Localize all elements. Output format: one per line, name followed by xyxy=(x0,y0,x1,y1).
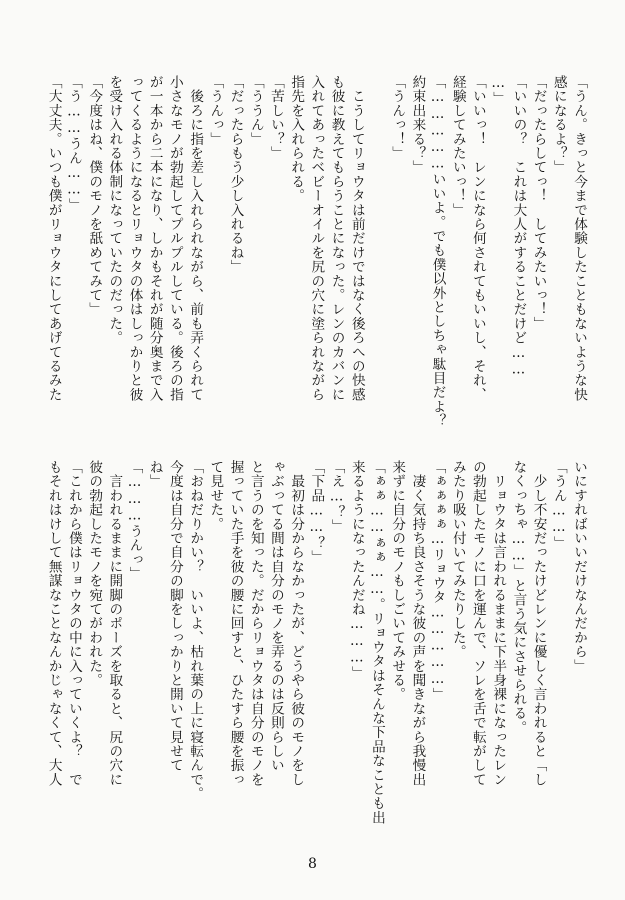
text-column: 小さなモノが勃起してプルプルしている。後ろの指 xyxy=(166,75,183,402)
text-column: 来ずに自分のモノもしごいてみせる。 xyxy=(389,460,406,702)
text-column: 「今度はね、僕のモノを舐めてみて」 xyxy=(86,75,103,317)
text-column: 「だったらもう少し入れるね」 xyxy=(227,75,244,274)
text-column: 「………うんっ」 xyxy=(126,460,143,581)
text-column: 「下品……？」 xyxy=(308,460,325,565)
text-column: もそれはけして無謀なことなんかじゃなくて、大人 xyxy=(45,460,62,787)
text-column: いにすればいいだけなんだから」 xyxy=(571,460,587,673)
text-column: 「ううん」 xyxy=(247,75,264,146)
text-column: 「いいっ！ レンになら何されてもいいし、それ、 xyxy=(469,75,486,402)
text-column: …」 xyxy=(490,75,507,106)
text-column: の勃起したモノに口を運んで、ソレを舌で転がして xyxy=(469,460,486,787)
text-column: 「うん。きっと今まで体験したこともないような快 xyxy=(571,75,587,402)
text-column: 経験してみたいっ！」 xyxy=(449,75,466,217)
top-text-block xyxy=(44,75,589,435)
text-column: 「ぁぁぁぁ…リョウタ……………」 xyxy=(429,460,446,702)
text-column xyxy=(367,75,387,435)
text-column: なくっちゃ……」と言う気にさせられる。 xyxy=(510,460,527,735)
text-column: 入れてあったベビーオイルを尻の穴に塗られながら xyxy=(308,75,325,402)
text-column: 「おねだりかい？ いいよ、枯れ葉の上に寝転んで。 xyxy=(187,460,204,801)
text-column: 「大丈夫。いつも僕がリョウタにしてあげてるみた xyxy=(45,75,62,402)
text-column: 「苦しい？」 xyxy=(267,75,284,161)
text-column: 感になるよ？」 xyxy=(550,75,567,175)
text-column: と言うのを知った。だからリョウタは自分のモノを xyxy=(247,460,264,787)
text-column: 来るようになったんだね………」 xyxy=(348,460,365,681)
text-column: 「いいの？ これは大人がすることだけど…… xyxy=(510,75,527,378)
text-column: 彼の勃起したモノを宛てがわれた。 xyxy=(86,460,103,688)
text-column: も彼に教えてもらうことになった。レンのカバンに xyxy=(328,75,345,402)
text-column: が一本から二本になり、しかもそれが随分奥まで入 xyxy=(146,75,163,402)
text-column: 指先を入れられる。 xyxy=(288,75,305,203)
text-column: ね」 xyxy=(146,460,163,489)
text-column: 「うんっ！」 xyxy=(389,75,406,161)
text-column: 「え…？」 xyxy=(328,460,345,534)
text-column: 「これから僕はリョウタの中に入っていくよ？ で xyxy=(65,460,82,787)
text-column: 「うんっ」 xyxy=(207,75,224,146)
text-column: リョウタは言われるままに下半身裸になったレン xyxy=(490,460,507,787)
text-column: 最初は分からなかったが、どうやら彼のモノをし xyxy=(288,460,305,787)
text-column: て見せた。 xyxy=(207,460,224,531)
text-column: 握っていた手を彼の腰に回すと、ひたすら腰を振っ xyxy=(227,460,244,787)
text-column: こうしてリョウタは前だけではなく後ろへの快感 xyxy=(348,75,365,402)
text-column: 凄く気持ち良さそうな彼の声を聞きながら我慢出 xyxy=(409,460,426,787)
text-column: 言われるままに開脚のポーズを取ると、尻の穴に xyxy=(106,460,123,787)
text-column: 「うん……」 xyxy=(550,460,567,550)
text-column: 「ぁぁ……ぁぁ……。リョウタはそんな下品なことも出 xyxy=(368,460,385,825)
text-column: 少し不安だったけどレンに優しく言われると「し xyxy=(530,460,547,787)
text-column: ゃぶってる間は自分のモノを弄るのは反則らしい xyxy=(267,460,284,773)
text-column: 「う……うん……」 xyxy=(65,75,82,213)
text-column: 今度は自分で自分の脚をしっかりと開いて見せて xyxy=(166,460,183,773)
text-column: 約束出来る？」 xyxy=(409,75,426,175)
text-column: みたり吸い付いてみたりした。 xyxy=(449,460,466,659)
text-column: を受け入れる体制になっていたのだった。 xyxy=(106,75,123,345)
page-number: 8 xyxy=(308,856,317,872)
text-column: 「……………いいよ。でも僕以外としちゃ駄目だよ？ xyxy=(429,75,446,428)
text-column: ってくるようになるとリョウタの体はしっかりと彼 xyxy=(126,75,143,402)
bottom-text-block xyxy=(44,460,589,840)
text-column: 後ろに指を差し入れられながら、前も弄くられて xyxy=(187,75,204,402)
text-column: 「だったらしてっ！ してみたいっ！」 xyxy=(530,75,547,331)
